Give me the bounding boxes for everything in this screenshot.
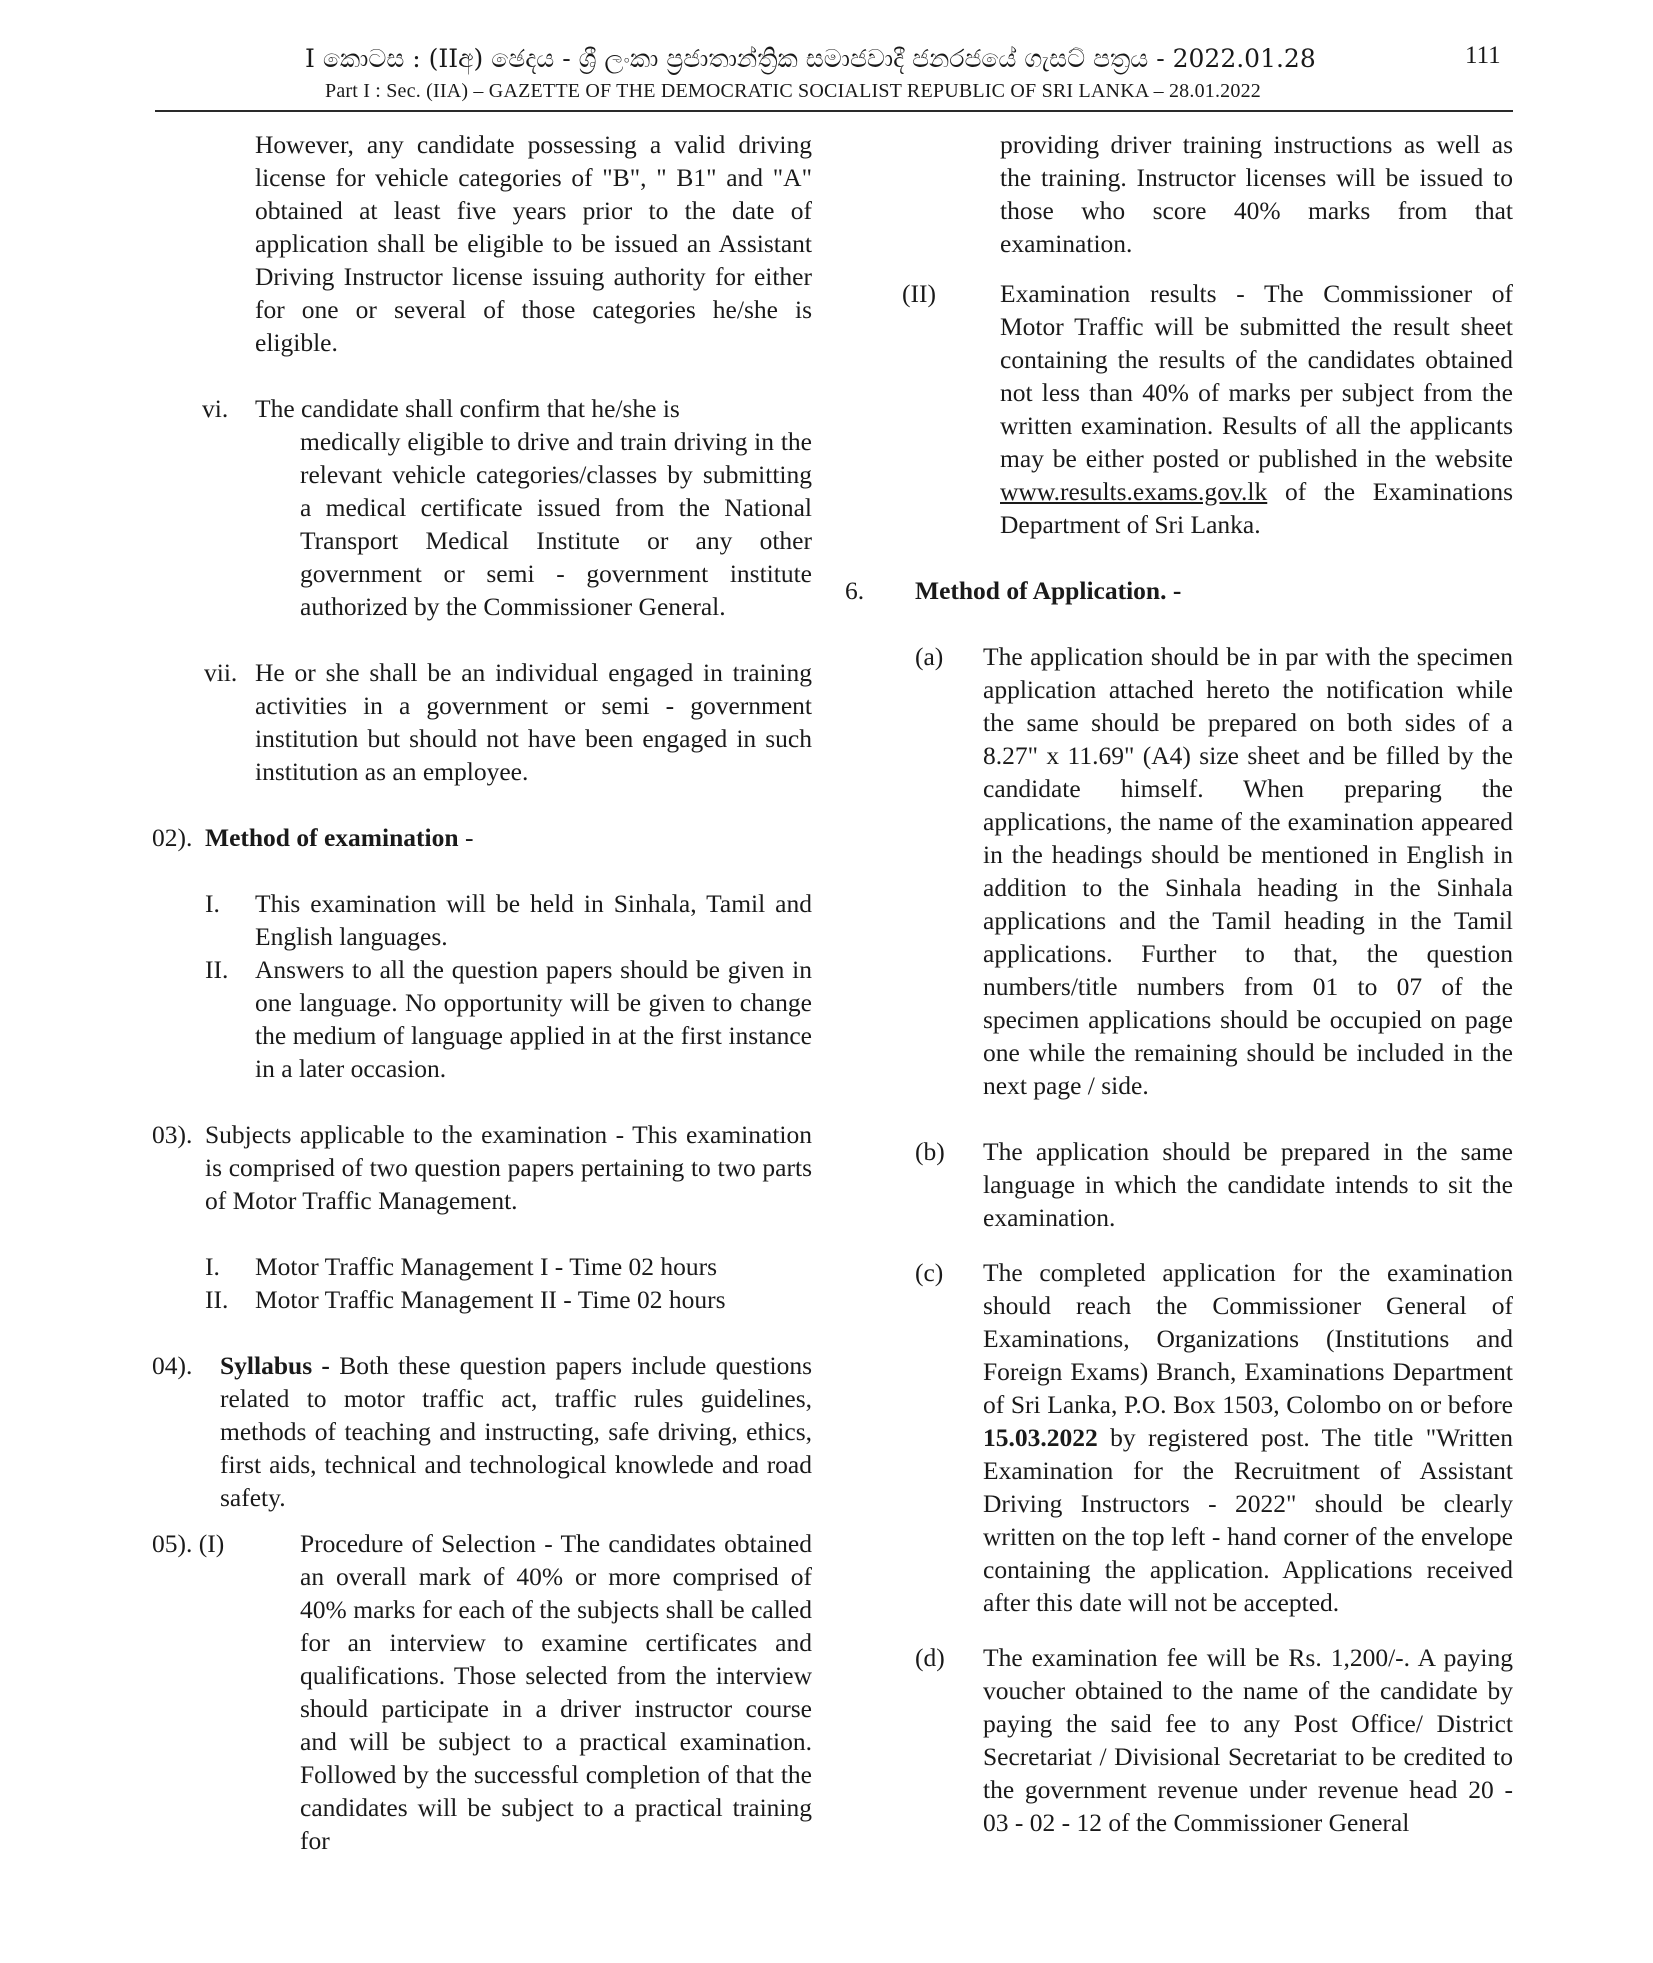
section-05 xyxy=(150,1527,812,1857)
section-03-text: Subjects applicable to the examination - This examination is comprised of two question papers pertaining to two parts of Motor Traffic Management. xyxy=(205,1120,812,1215)
list-item-label: I. xyxy=(205,1252,220,1281)
page-number: 111 xyxy=(1465,42,1501,69)
item-vii xyxy=(150,656,812,788)
section-05-ii-text xyxy=(1000,277,1513,541)
header-divider xyxy=(155,110,1513,112)
section-04-text xyxy=(220,1349,812,1514)
item-c-text-b: by registered post. The title "Written Examination for the Recruitment of Assistant Driving Instructors - 2022" should be clearly written on the top left - hand corner of the envelope containing the application. Applications received after this date will not be accepted. xyxy=(983,1423,1513,1617)
section-05-ii-text-a: Examination results - The Commissioner of Motor Traffic will be submitted the result sheet containing the results of the candidates obtained not less than 40% of marks per subject from the written examination. Results of all the applicants may be either posted or published in the website xyxy=(1000,279,1513,473)
list-item-text: Motor Traffic Management II - Time 02 hours xyxy=(255,1285,726,1314)
section-05-ii-text-b: of the Examinations Department of Sri Lanka. xyxy=(1000,477,1513,539)
list-item-text: This examination will be held in Sinhala, Tamil and English languages. xyxy=(255,889,812,951)
section-04-body: Both these question papers include questions related to motor traffic act, traffic rules guidelines, methods of teaching and instructing, safe driving, ethics, first aids, technical and technological knowlede and road safety. xyxy=(220,1351,812,1512)
item-c-text-a: The completed application for the examination should reach the Commissioner General of Examinations, Organizations (Institutions and Foreign Exams) Branch, Examinations Department of Sri Lanka, P.O. Box 1503, Colombo on or before xyxy=(983,1258,1513,1419)
item-c-label: (c) xyxy=(915,1258,944,1287)
section-05-label: 05). (I) xyxy=(152,1529,225,1558)
section-02-item-1 xyxy=(150,887,812,953)
item-vii-text: He or she shall be an individual engaged in training activities in a government or semi - government institution but should not have been engaged in such institution as an employee. xyxy=(255,658,812,786)
item-b-label: (b) xyxy=(915,1137,945,1166)
item-a xyxy=(845,640,1513,1102)
section-02-title: Method of examination xyxy=(205,823,459,852)
closing-date: 15.03.2022 xyxy=(983,1423,1098,1452)
item-vi-text: medically eligible to drive and train driving in the relevant vehicle categories/classes by submitting a medical certificate issued from the National Transport Medical Institute or any other government or semi - government institute authorized by the Commissioner General. xyxy=(300,427,812,621)
item-vi-lead: The candidate shall confirm that he/she is xyxy=(255,394,680,423)
section-04 xyxy=(150,1349,812,1514)
continued-paragraph: However, any candidate possessing a valid driving license for vehicle categories of "B", " B1" and "A" obtained at least five years prior to the date of application shall be eligible to be issued an Assistant Driving Instructor license issuing authority for either for one or several of those categories he/she is eligible. xyxy=(255,130,812,357)
item-a-text: The application should be in par with the specimen application attached hereto the notification while the same should be prepared on both sides of a 8.27" x 11.69" (A4) size sheet and be filled by the candidate himself. When preparing the applications, the name of the examination appeared in the headings should be mentioned in English in addition to the Sinhala heading in the Sinhala applications and the Tamil heading in the Tamil applications. Further to that, the question numbers/title numbers from 01 to 07 of the specimen applications should be occupied on page one while the remaining should be included in the next page / side. xyxy=(983,642,1513,1100)
section-02-item-2 xyxy=(150,953,812,1085)
list-item-label: II. xyxy=(205,955,229,984)
continued-paragraph-right: providing driver training instructions as well as the training. Instructor licenses will be issued to those who score 40% marks from that examination. xyxy=(1000,130,1513,258)
section-04-label: 04). xyxy=(152,1351,193,1380)
item-vii-label: vii. xyxy=(204,658,238,687)
section-02-dash: - xyxy=(458,823,474,852)
left-column xyxy=(150,128,812,1857)
list-item-label: II. xyxy=(205,1285,229,1314)
item-b xyxy=(845,1135,1513,1234)
item-b-text: The application should be prepared in the same language in which the candidate intends to sit the examination. xyxy=(983,1137,1513,1232)
section-03-item-1 xyxy=(150,1250,812,1283)
item-a-label: (a) xyxy=(915,642,944,671)
list-item-label: I. xyxy=(205,889,220,918)
item-d xyxy=(845,1641,1513,1839)
section-6-label: 6. xyxy=(845,576,865,605)
header-sinhala-line: I කොටස : (IIඅ) ඡෙදය - ශ්‍රී ලංකා ප්‍රජාතාන්ත්‍රික සමාජවාදී ජනරජයේ ගැසට් පත්‍රය - 2022.01.28 xyxy=(305,44,1316,73)
item-d-label: (d) xyxy=(915,1643,945,1672)
section-02-label: 02). xyxy=(152,823,193,852)
section-03-item-2 xyxy=(150,1283,812,1316)
list-item-text: Answers to all the question papers should be given in one language. No opportunity will be given to change the medium of language applied in at the first instance in a later occasion. xyxy=(255,955,812,1083)
list-item-text: Motor Traffic Management I - Time 02 hours xyxy=(255,1252,718,1281)
item-c-text xyxy=(983,1256,1513,1619)
item-vi-label: vi. xyxy=(202,394,229,423)
item-d-text: The examination fee will be Rs. 1,200/-. A paying voucher obtained to the name of the candidate by paying the said fee to any Post Office/ District Secretariat / Divisional Secretariat to be credited to the government revenue under revenue head 20 - 03 - 02 - 12 of the Commissioner General xyxy=(983,1643,1513,1837)
section-03-label: 03). xyxy=(152,1120,193,1149)
section-6-title: Method of Application. - xyxy=(915,576,1182,605)
header-english-line: Part I : Sec. (IIA) – GAZETTE OF THE DEMOCRATIC SOCIALIST REPUBLIC OF SRI LANKA – 28.01.2022 xyxy=(325,80,1261,102)
section-05-ii-label: (II) xyxy=(902,279,936,308)
results-website-link[interactable]: www.results.exams.gov.lk xyxy=(1000,477,1268,506)
section-04-title: Syllabus - xyxy=(220,1351,330,1380)
section-05-text: Procedure of Selection - The candidates obtained an overall mark of 40% or more comprised of 40% marks for each of the subjects shall be called for an interview to examine certificates and qualifications. Those selected from the interview should participate in a driver instructor course and will be subject to a practical examination. Followed by the successful completion of that the candidates will be subject to a practical training for xyxy=(300,1529,812,1855)
section-03 xyxy=(150,1118,812,1217)
right-column xyxy=(845,128,1513,1839)
section-02 xyxy=(150,821,812,854)
section-6 xyxy=(845,574,1513,607)
item-vi xyxy=(150,392,812,623)
item-c xyxy=(845,1256,1513,1619)
section-05-ii xyxy=(845,277,1513,541)
section-02-heading xyxy=(205,821,812,854)
